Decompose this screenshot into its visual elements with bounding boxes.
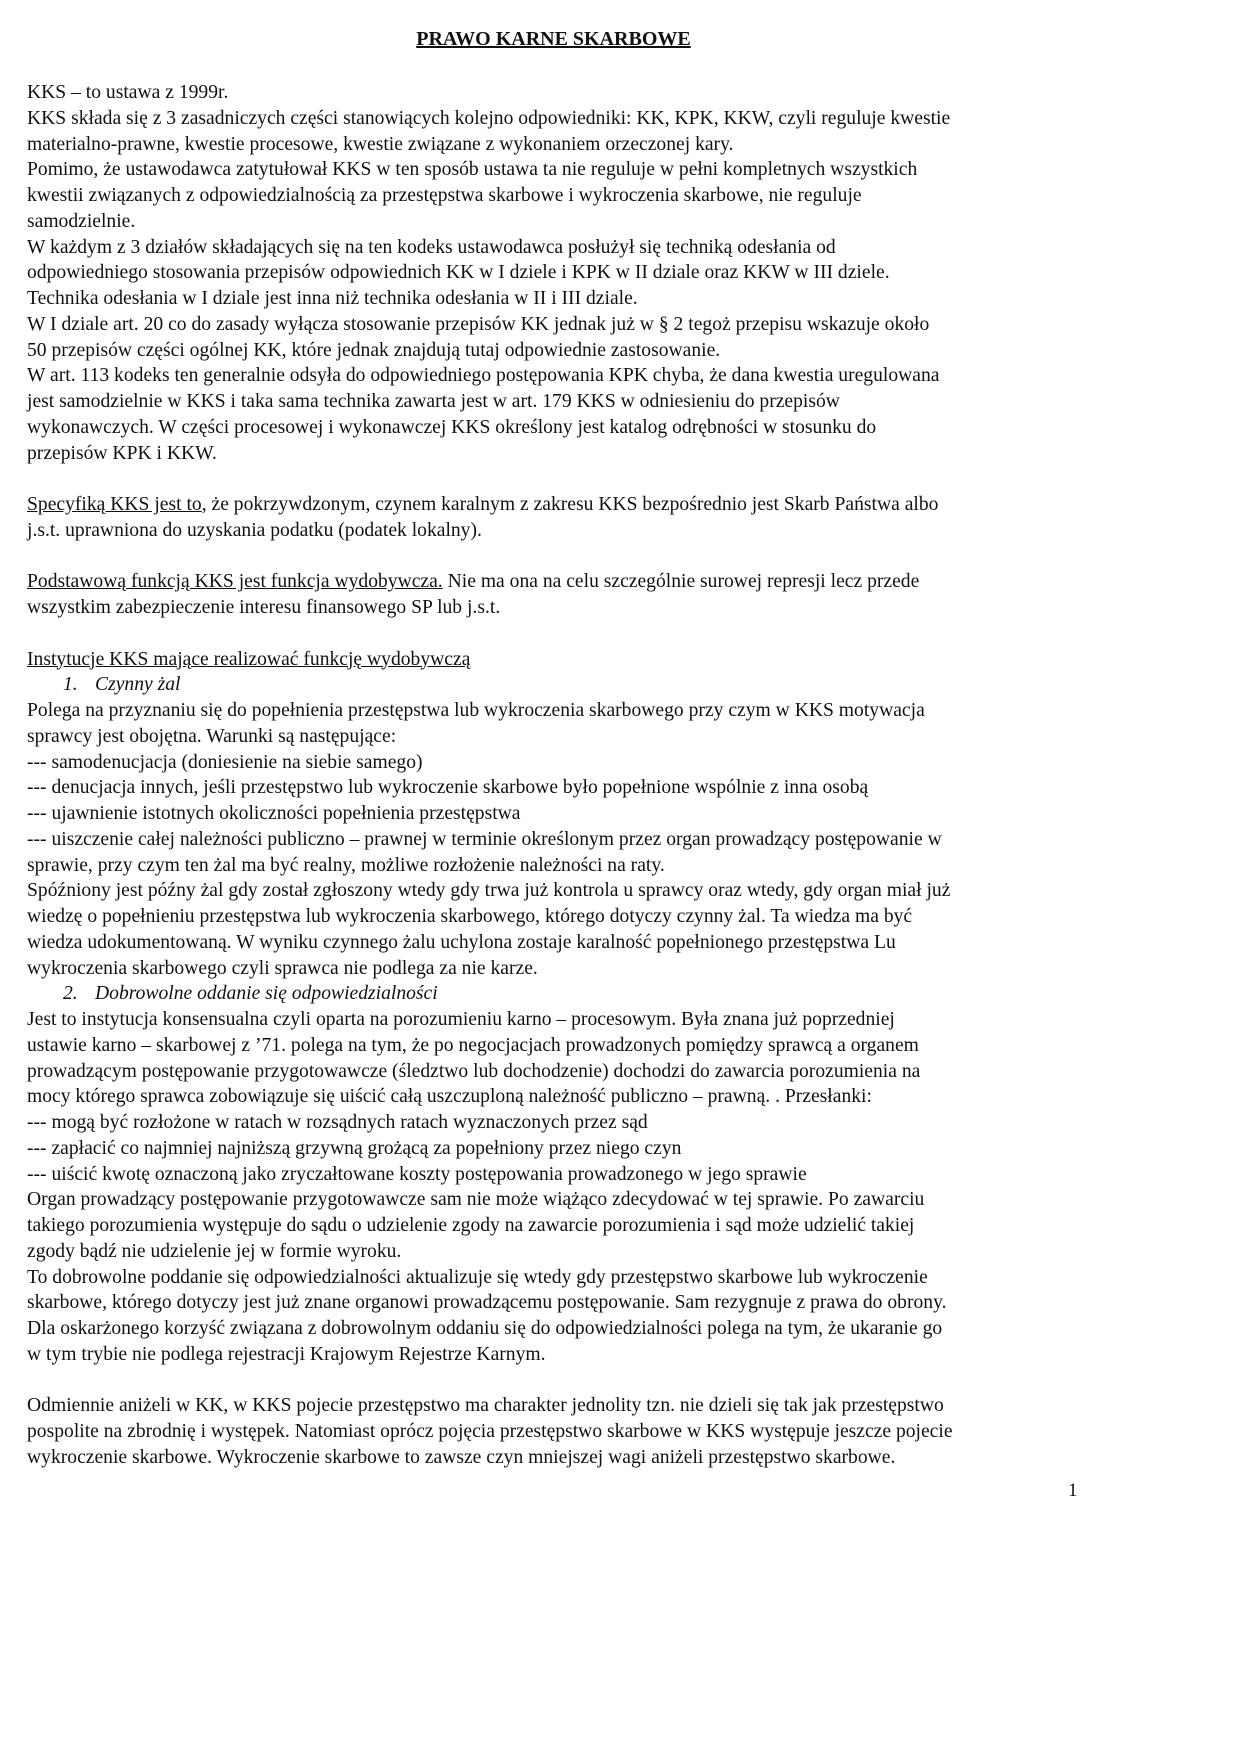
text-segment: wykroczenia skarbowego czyli sprawca nie podlega za nie karze. <box>27 957 538 979</box>
document-title: PRAWO KARNE SKARBOWE <box>416 28 691 50</box>
text-segment: Organ prowadzący postępowanie przygotowawcze sam nie może wiążąco zdecydować w tej sprawie. Po zawarciu <box>27 1189 925 1211</box>
text-line <box>27 235 1107 261</box>
text-line <box>27 80 1107 106</box>
text-line <box>27 930 1107 956</box>
text-segment: ustawie karno – skarbowej z ’71. polega na tym, że po negocjacjach prowadzonych pomiędzy sprawcą a organem <box>27 1034 919 1056</box>
text-line <box>27 1393 1107 1419</box>
text-line <box>27 569 1107 595</box>
text-line <box>27 1059 1107 1085</box>
blank-line <box>27 1368 1107 1394</box>
text-line <box>27 415 1107 441</box>
text-segment: Czynny żal <box>95 674 181 696</box>
text-segment: pospolite na zbrodnię i występek. Natomiast oprócz pojęcia przestępstwo skarbowe w KKS występuje jeszcze pojecie <box>27 1421 953 1442</box>
text-line <box>27 518 1107 544</box>
text-segment: odpowiedniego stosowania przepisów odpowiednich KK w I dziele i KPK w II dziale oraz KKW w III dziele. <box>27 262 890 284</box>
text-line <box>27 775 1107 801</box>
text-segment: Odmiennie aniżeli w KK, w KKS pojecie przestępstwo ma charakter jednolity tzn. nie dzieli się tak jak przestępstwo <box>27 1395 944 1417</box>
text-line <box>27 260 1107 286</box>
text-line <box>27 904 1107 930</box>
text-segment: W każdym z 3 działów składających się na ten kodeks ustawodawca posłużył się techniką odesłania od <box>27 236 836 258</box>
text-line <box>27 157 1107 183</box>
text-segment: w tym trybie nie podlega rejestracji Krajowym Rejestrze Karnym. <box>27 1343 546 1365</box>
text-line <box>27 338 1107 364</box>
text-segment: --- uiścić kwotę oznaczoną jako zryczałtowane koszty postępowania prowadzonego w jego sprawie <box>27 1163 807 1185</box>
text-segment: samodzielnie. <box>27 210 136 232</box>
text-segment: W art. 113 kodeks ten generalnie odsyła do odpowiedniego postępowania KPK chyba, że dana kwestia uregulowana <box>27 365 940 387</box>
numbered-heading <box>27 981 1107 1007</box>
text-segment: sprawcy jest obojętna. Warunki są następujące: <box>27 725 397 747</box>
text-segment: Dobrowolne oddanie się odpowiedzialności <box>95 983 438 1005</box>
text-line <box>27 801 1107 827</box>
text-segment: KKS – to ustawa z 1999r. <box>27 82 229 103</box>
text-line <box>27 1110 1107 1136</box>
text-segment: --- ujawnienie istotnych okoliczności popełnienia przestępstwa <box>27 803 521 824</box>
text-line <box>27 750 1107 776</box>
blank-line <box>27 621 1107 647</box>
text-line <box>27 1342 1107 1368</box>
underlined-heading: Podstawową funkcją KKS jest funkcja wydobywcza. <box>27 571 443 593</box>
list-number: 1. <box>63 674 78 696</box>
text-segment: jest samodzielnie w KKS i taka sama technika zawarta jest w art. 179 KKS w odniesieniu do przepisów <box>27 391 840 412</box>
text-line <box>27 312 1107 338</box>
text-line <box>27 1290 1107 1316</box>
text-line <box>27 209 1107 235</box>
text-segment: To dobrowolne poddanie się odpowiedzialności aktualizuje się wtedy gdy przestępstwo skarbowe lub wykroczenie <box>27 1266 928 1288</box>
text-line <box>27 132 1107 158</box>
text-segment: Polega na przyznaniu się do popełnienia przestępstwa lub wykroczenia skarbowego przy czym w KKS motywacja <box>27 700 925 721</box>
text-segment: --- mogą być rozłożone w ratach w rozsądnych ratach wyznaczonych przez sąd <box>27 1112 648 1133</box>
text-segment: wykroczenie skarbowe. Wykroczenie skarbowe to zawsze czyn mniejszej wagi aniżeli przestępstwo skarbowe. <box>27 1446 896 1468</box>
text-segment: --- zapłacić co najmniej najniższą grzywną grożącą za popełniony przez niego czyn <box>27 1137 682 1159</box>
text-segment: j.s.t. uprawniona do uzyskania podatku (podatek lokalny). <box>27 519 482 541</box>
text-segment: Technika odesłania w I dziale jest inna niż technika odesłania w II i III dziale. <box>27 288 638 309</box>
blank-line <box>27 544 1107 570</box>
text-segment: sprawie, przy czym ten żal ma być realny, możliwe rozłożenie należności na raty. <box>27 854 665 876</box>
text-segment: materialno-prawne, kwestie procesowe, kwestie związane z wykonaniem orzeczonej kary. <box>27 133 734 155</box>
text-line <box>27 183 1107 209</box>
text-segment: mocy którego sprawca zobowiązuje się uiścić całą uszczuploną należność publiczno – prawną. . Przesłanki: <box>27 1086 872 1108</box>
text-line <box>27 492 1107 518</box>
text-segment: 50 przepisów części ogólnej KK, które jednak znajdują tutaj odpowiednie zastosowanie. <box>27 339 721 361</box>
text-segment: wiedzę o popełnieniu przestępstwa lub wykroczenia skarbowego, którego dotyczy czynny żal. Ta wiedza ma być <box>27 906 913 927</box>
text-line <box>27 1445 1107 1471</box>
underlined-heading: Specyfiką KKS jest to <box>27 494 202 515</box>
text-line <box>27 956 1107 982</box>
text-line <box>27 1213 1107 1239</box>
text-line <box>27 853 1107 879</box>
text-line <box>27 595 1107 621</box>
text-line <box>27 1007 1107 1033</box>
text-segment: wiedza udokumentowaną. W wyniku czynnego żalu uchylona zostaje karalność popełnionego przestępstwa Lu <box>27 931 896 953</box>
text-line <box>27 363 1107 389</box>
list-number: 2. <box>63 983 78 1005</box>
text-segment: zgody bądź nie udzielenie jej w formie wyroku. <box>27 1240 402 1262</box>
text-line <box>27 1136 1107 1162</box>
text-segment: przepisów KPK i KKW. <box>27 442 217 464</box>
text-line <box>27 1084 1107 1110</box>
text-line <box>27 878 1107 904</box>
text-line <box>27 1239 1107 1265</box>
underlined-heading: Instytucje KKS mające realizować funkcję wydobywczą <box>27 648 471 670</box>
text-line <box>27 286 1107 312</box>
text-line <box>27 1033 1107 1059</box>
numbered-heading <box>27 672 1107 698</box>
text-segment: KKS składa się z 3 zasadniczych części stanowiących kolejno odpowiedniki: KK, KPK, KKW, czyli reguluje kwestie <box>27 107 951 129</box>
text-segment: , że pokrzywdzonym, czynem karalnym z zakresu KKS bezpośrednio jest Skarb Państwa albo <box>201 494 939 515</box>
text-line <box>27 1316 1107 1342</box>
text-line <box>27 389 1107 415</box>
text-segment: Jest to instytucja konsensualna czyli oparta na porozumieniu karno – procesowym. Była znana już poprzedniej <box>27 1009 895 1030</box>
blank-line <box>27 466 1107 492</box>
document-body <box>27 80 1107 1471</box>
text-segment: wykonawczych. W części procesowej i wykonawczej KKS określony jest katalog odrębności w stosunku do <box>27 416 877 438</box>
text-line <box>27 698 1107 724</box>
text-segment: Dla oskarżonego korzyść związana z dobrowolnym oddaniu się do odpowiedzialności polega na tym, że ukaranie go <box>27 1318 943 1339</box>
text-line <box>27 1162 1107 1188</box>
text-line <box>27 827 1107 853</box>
text-line <box>27 647 1107 673</box>
text-line <box>27 1265 1107 1291</box>
text-line <box>27 1419 1107 1445</box>
text-segment: --- denucjacja innych, jeśli przestępstwo lub wykroczenie skarbowe było popełnione wspólnie z inna osobą <box>27 777 869 799</box>
text-segment: Spóźniony jest późny żal gdy został zgłoszony wtedy gdy trwa już kontrola u sprawcy oraz wtedy, gdy organ miał już <box>27 880 951 902</box>
text-segment: skarbowe, którego dotyczy jest już znane organowi prowadzącemu postępowanie. Sam rezygnuje z prawa do obrony. <box>27 1292 947 1314</box>
text-line <box>27 106 1107 132</box>
text-segment: --- samodenucjacja (doniesienie na siebie samego) <box>27 751 423 773</box>
text-line <box>27 1187 1107 1213</box>
text-line <box>27 724 1107 750</box>
text-segment: W I dziale art. 20 co do zasady wyłącza stosowanie przepisów KK jednak już w § 2 tegoż przepisu wskazuje około <box>27 313 930 335</box>
text-segment: kwestii związanych z odpowiedzialnością za przestępstwa skarbowe i wykroczenia skarbowe, nie reguluje <box>27 185 862 206</box>
text-segment: wszystkim zabezpieczenie interesu finansowego SP lub j.s.t. <box>27 597 501 618</box>
text-segment: prowadzącym postępowanie przygotowawcze (śledztwo lub dochodzenie) dochodzi do zawarcia porozumienia na <box>27 1060 921 1082</box>
text-segment: --- uiszczenie całej należności publiczno – prawnej w terminie określonym przez organ prowadzący postępowanie w <box>27 828 942 850</box>
page-number: 1 <box>1068 1480 1078 1501</box>
text-segment: takiego porozumienia występuje do sądu o udzielenie zgody na zawarcie porozumienia i sąd może udzielić takiej <box>27 1215 915 1236</box>
text-segment: Nie ma ona na celu szczególnie surowej represji lecz przede <box>442 571 920 593</box>
text-line <box>27 441 1107 467</box>
text-segment: Pomimo, że ustawodawca zatytułował KKS w ten sposób ustawa ta nie reguluje w pełni kompletnych wszystkich <box>27 159 918 181</box>
